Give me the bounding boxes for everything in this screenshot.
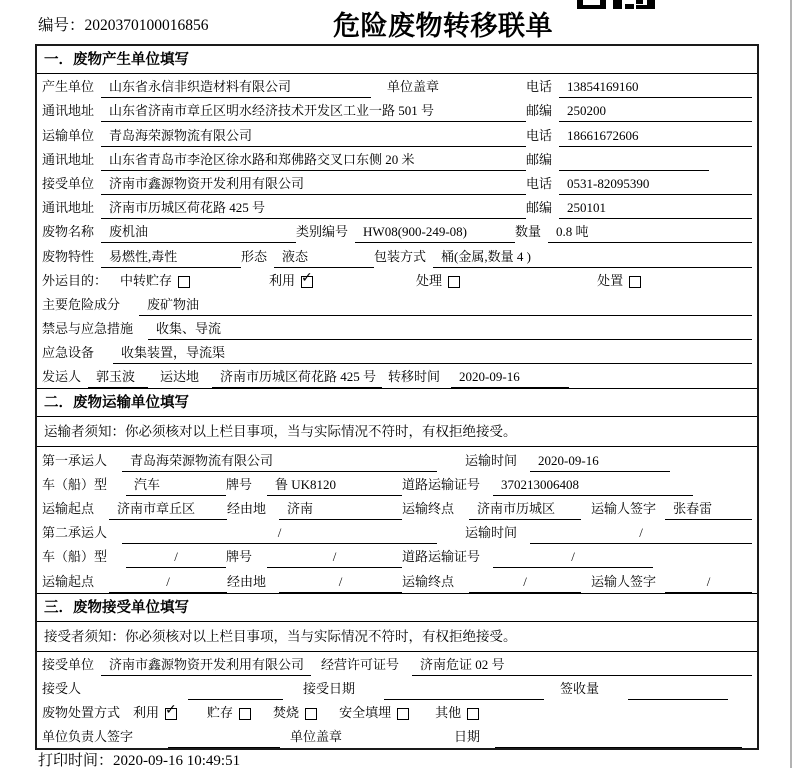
field-value: 易燃性,毒性 [101,246,241,268]
checkbox-unchecked [305,708,317,720]
checkbox-group [120,270,190,292]
field-label: 主要危险成分 [42,296,121,312]
checkbox-group [416,270,460,292]
checkbox-group [273,702,317,724]
field-label: 第一承运人 [42,452,108,468]
field-value-blank [495,731,742,748]
form-row [37,195,757,219]
form-row [37,724,757,748]
field-label: 邮编 [526,103,553,119]
field-value: 山东省济南市章丘区明水经济技术开发区工业一路 501 号 [101,100,526,122]
form-row [37,292,757,316]
field-label: 牌号 [226,549,253,565]
check-icon: ✓ [301,269,313,286]
field-label: 接受人 [42,680,82,696]
field-value: 青岛海荣源物流有限公司 [101,125,526,147]
serial-label: 编号： [38,17,85,34]
field-value: / [126,549,226,568]
field-value: 济南市鑫源物资开发利用有限公司 [101,654,311,676]
field-label: 运输人签字 [591,573,657,589]
field-label: 接受单位 [42,656,95,672]
field-value: 山东省永信非织造材料有限公司 [101,76,371,98]
field-label: 类别编号 [296,224,349,240]
form-row [37,340,757,364]
field-value: 370213006408 [493,477,693,496]
field-value: 济南市章丘区 [109,498,227,520]
field-label: 运输时间 [465,525,518,541]
field-value: 0531-82095390 [559,176,752,195]
serial-number [38,13,209,35]
form-row [37,268,757,292]
field-label: 经营许可证号 [321,656,400,672]
serial-value: 2020370100016856 [84,17,209,34]
field-label: 废物特性 [42,248,95,264]
field-value: 济南市历城区荷花路 425 号 [212,366,382,388]
section-title-transporter: 二．废物运输单位填写 [37,389,757,417]
field-label: 废物处置方式 [42,705,121,721]
print-time [38,749,240,768]
form-table [35,44,759,750]
checkbox-unchecked [178,276,190,288]
field-label: 通讯地址 [42,103,95,119]
field-label: 通讯地址 [42,200,95,216]
field-value: 13854169160 [559,79,752,98]
field-value: / [109,574,227,593]
field-value: 废机油 [101,221,296,243]
checkbox-unchecked [239,708,251,720]
field-value-blank [168,731,280,748]
field-label: 产生单位 [42,79,95,95]
field-label: 道路运输证号 [402,476,481,492]
checkbox-group [597,270,641,292]
checkbox-unchecked [397,708,409,720]
section-receiver [37,593,757,749]
field-label: 通讯地址 [42,151,95,167]
field-value: 济南市历城区 [469,498,581,520]
field-label: 经由地 [227,573,267,589]
field-value: 山东省青岛市李沧区徐水路和郑佛路交叉口东侧 20 米 [101,149,526,171]
qr-code-fragment-icon [577,0,655,10]
section-title-producer: 一．废物产生单位填写 [37,46,757,74]
field-label: 单位盖章 [387,79,440,95]
field-label: 电话 [526,127,553,143]
checkbox-label: 焚烧 [273,705,300,721]
field-label: 包装方式 [374,248,427,264]
form-row [37,364,757,388]
field-label: 车（船）型 [42,476,108,492]
check-icon: ✓ [165,702,177,719]
field-value: 2020-09-16 [451,369,569,388]
checkbox-group [339,702,409,724]
field-value-blank [188,683,283,700]
form-row [37,316,757,340]
checkbox-group [435,702,479,724]
field-label: 第二承运人 [42,525,108,541]
form-row [37,700,757,724]
field-label: 运输人签字 [591,501,657,516]
field-label: 日期 [454,729,481,745]
field-label: 签收量 [560,680,600,696]
field-label: 运输终点 [402,501,455,516]
section-title-receiver: 三．废物接受单位填写 [37,594,757,622]
print-time-value: 2020-09-16 10:49:51 [113,753,241,768]
field-value-blank [628,683,728,700]
field-label: 外运目的： [42,272,108,288]
form-row [37,472,757,496]
field-value: 收集、导流 [148,318,752,340]
field-value-blank [559,154,709,171]
field-label: 单位负责人签字 [42,729,134,745]
form-row [37,447,757,471]
field-label: 废物名称 [42,224,95,240]
field-value: 青岛海荣源物流有限公司 [122,450,437,472]
checkbox-label: 中转贮存 [120,272,173,288]
field-value: 收集装置，导流渠 [113,342,752,364]
field-label: 形态 [241,248,268,264]
form-row [37,98,757,122]
form-row [37,219,757,243]
field-label: 转移时间 [388,369,441,385]
field-value: 济南危证 02 号 [412,654,752,676]
checkbox-checked [301,269,313,288]
field-value: 济南市历城区荷花路 425 号 [101,197,526,219]
field-label: 数量 [515,224,542,240]
field-label: 单位盖章 [290,729,343,745]
field-label: 道路运输证号 [402,549,481,565]
page-title: 危险废物转移联单 [333,11,553,41]
field-label: 车（船）型 [42,549,108,565]
form-row [37,520,757,544]
field-label: 运输时间 [465,452,518,468]
field-value: / [665,574,752,593]
form-row [37,243,757,267]
field-value-blank [384,683,544,700]
checkbox-label: 安全填埋 [339,705,392,721]
field-value: 汽车 [126,474,226,496]
field-value: 2020-09-16 [530,453,670,472]
field-value: / [122,525,437,544]
section-note-receiver: 接受者须知：你必须核对以上栏目事项，当与实际情况不符时，有权拒绝接受。 [37,622,757,652]
field-value: 250200 [559,103,752,122]
field-label: 电话 [526,175,553,191]
form-row [37,496,757,520]
field-value: 液态 [274,246,374,268]
section-note-transporter: 运输者须知：你必须核对以上栏目事项，当与实际情况不符时，有权拒绝接受。 [37,417,757,447]
checkbox-label: 贮存 [207,705,234,721]
field-label: 发运人 [42,369,82,385]
field-value: HW08(900-249-08) [355,224,515,243]
form-row [37,171,757,195]
scan-edge-line [790,0,792,768]
field-value: 鲁 UK8120 [267,474,402,496]
field-label: 运输单位 [42,127,95,143]
checkbox-group [207,702,251,724]
field-value: 济南 [279,498,402,520]
field-value: 郭玉波 [88,366,148,388]
field-value: 250101 [559,200,752,219]
field-label: 运输终点 [402,573,455,589]
field-label: 经由地 [227,501,267,516]
field-label: 接受单位 [42,175,95,191]
field-label: 运输起点 [42,573,95,589]
field-label: 电话 [525,79,552,95]
checkbox-label: 处理 [416,272,443,288]
field-label: 接受日期 [303,680,356,696]
field-value: 桶(金属,数量 4 ) [433,246,752,268]
field-label: 牌号 [226,476,253,492]
field-value: 济南市鑫源物资开发利用有限公司 [101,173,526,195]
form-row [37,147,757,171]
section-producer [37,46,757,388]
checkbox-group [133,702,177,724]
form-row [37,676,757,700]
field-value: 张春雷 [665,498,752,520]
field-label: 邮编 [526,200,553,216]
field-value: / [469,574,581,593]
field-label: 运达地 [160,369,200,385]
field-label: 运输起点 [42,501,95,516]
form-row [37,652,757,676]
field-value: / [530,525,752,544]
section-transporter [37,388,757,592]
field-value: 废矿物油 [139,294,752,316]
checkbox-group [269,270,313,292]
form-row [37,122,757,146]
checkbox-unchecked [629,276,641,288]
form-row [37,544,757,568]
field-label: 邮编 [526,151,553,167]
checkbox-label: 利用 [133,705,160,721]
checkbox-checked [165,702,177,720]
field-value: / [279,574,402,593]
checkbox-label: 利用 [269,272,296,288]
checkbox-label: 其他 [435,705,462,721]
field-value: / [493,549,653,568]
field-value: 18661672606 [559,128,752,147]
field-label: 应急设备 [42,345,95,361]
checkbox-label: 处置 [597,272,624,288]
field-value: 0.8 吨 [548,221,752,243]
form-row [37,74,757,98]
print-time-label: 打印时间： [38,753,114,768]
field-label: 禁忌与应急措施 [42,321,134,337]
checkbox-unchecked [448,276,460,288]
field-value: / [267,549,402,568]
form-row [37,568,757,592]
checkbox-unchecked [467,708,479,720]
